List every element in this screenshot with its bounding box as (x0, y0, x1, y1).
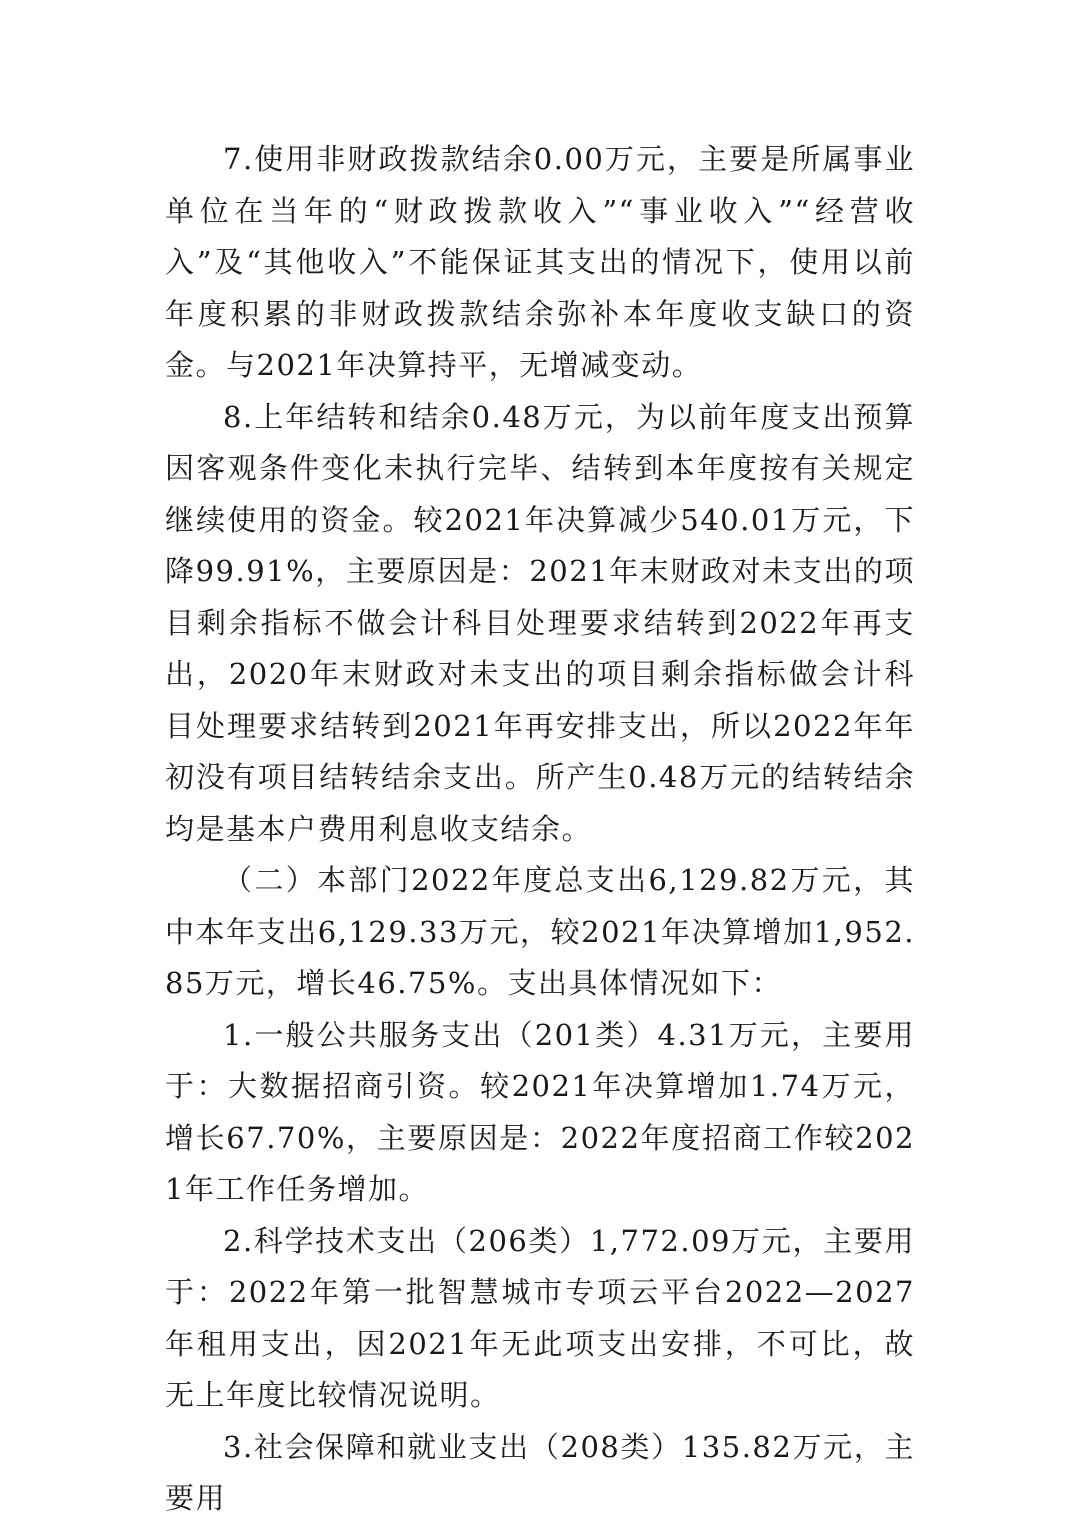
paragraph-section-2: （二）本部门2022年度总支出6,129.82万元，其中本年支出6,129.33万元，较2021年决算增加1,952.85万元，增长46.75%。支出具体情况如下： (165, 863, 915, 1000)
paragraph-item-2: 2.科学技术支出（206类）1,772.09万元，主要用于：2022年第一批智慧城市专项云平台2022—2027年租用支出，因2021年无此项支出安排，不可比，故无上年度比较情况说明。 (165, 1223, 915, 1412)
paragraph-item-3: 3.社会保障和就业支出（208类）135.82万元，主要用 (165, 1429, 915, 1515)
paragraph-item-7: 7.使用非财政拨款结余0.00万元，主要是所属事业单位在当年的“财政拨款收入”“事业收入”“经营收入”及“其他收入”不能保证其支出的情况下，使用以前年度积累的非财政拨款结余弥补本年度收支缺口的资金。与2021年决算持平，无增减变动。 (165, 142, 915, 382)
paragraph-item-8: 8.上年结转和结余0.48万元，为以前年度支出预算因客观条件变化未执行完毕、结转到本年度按有关规定继续使用的资金。较2021年决算减少540.01万元，下降99.91%，主要原因是：2021年末财政对未支出的项目剩余指标不做会计科目处理要求结转到2022年再支出，2020年末财政对未支出的项目剩余指标做会计科目处理要求结转到2021年再安排支出，所以2022年年初没有项目结转结余支出。所产生0.48万元的结转结余均是基本户费用利息收支结余。 (165, 399, 915, 846)
document-body (165, 134, 915, 1525)
paragraph-item-1: 1.一般公共服务支出（201类）4.31万元，主要用于：大数据招商引资。较2021年决算增加1.74万元，增长67.70%，主要原因是：2022年度招商工作较2021年工作任务增加。 (165, 1017, 915, 1206)
